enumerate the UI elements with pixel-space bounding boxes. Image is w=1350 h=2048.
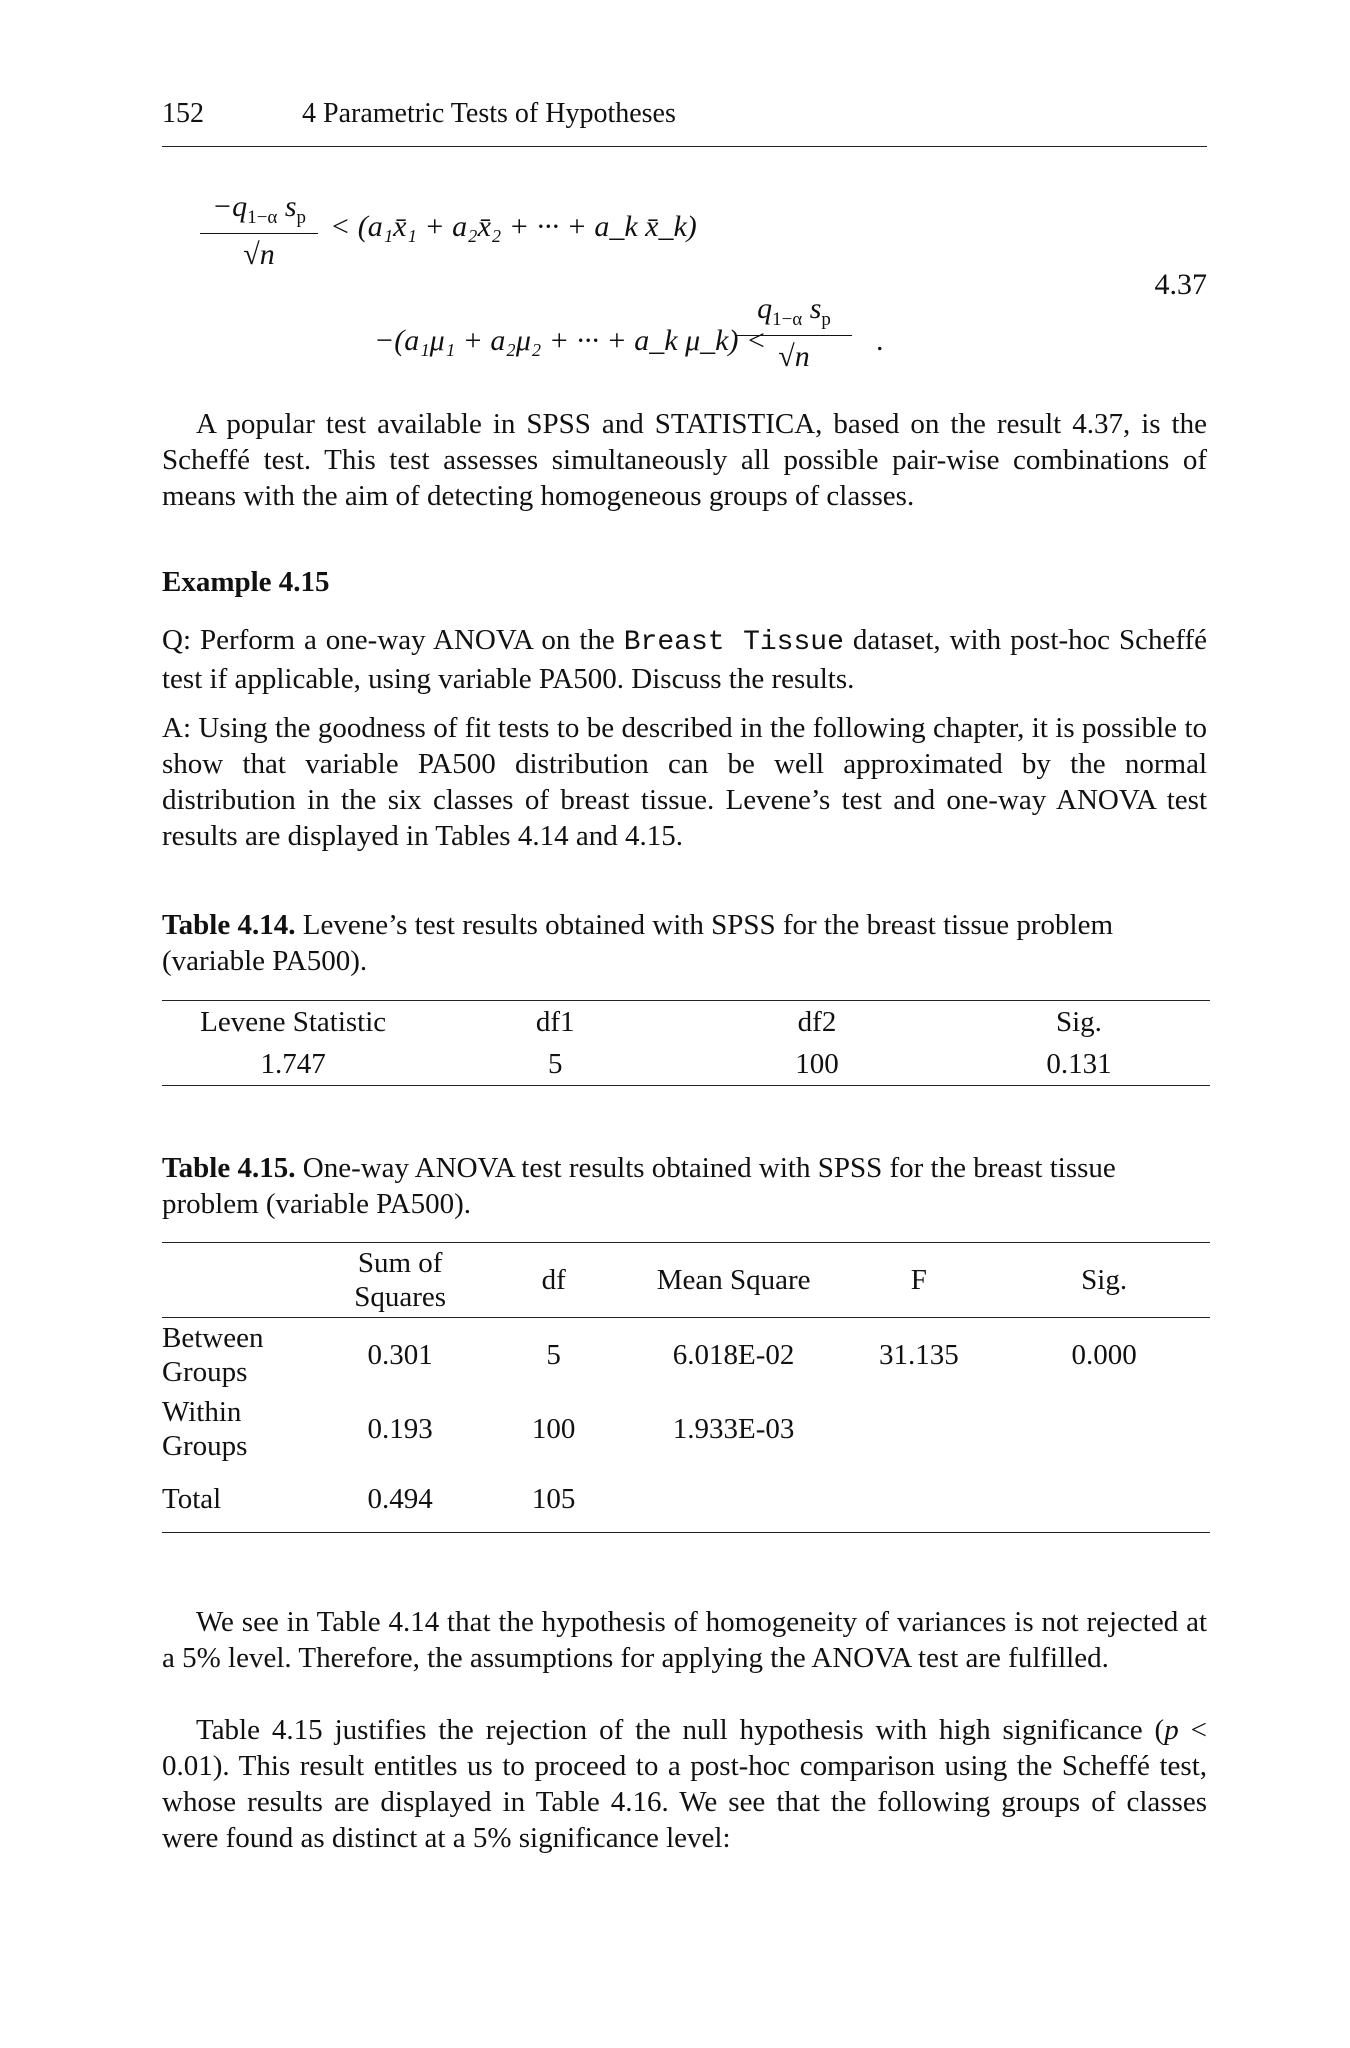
dataset-name: Breast Tissue xyxy=(623,627,844,658)
paragraph-anova-discussion: Table 4.15 justifies the rejection of the null hypothesis with high significance (p < 0.01). This result entitles us to proceed to a post-hoc comparison using the Scheffé test, whose results are displayed in Table 4.16. We see that the following groups of classes were found as distinct at a 5% significance level: xyxy=(162,1714,1208,1854)
running-header xyxy=(162,98,1207,138)
left-fraction-denominator: √n xyxy=(243,238,275,271)
table-row xyxy=(162,1318,1210,1393)
header-rule xyxy=(162,146,1207,147)
table-cell: 31.135 xyxy=(878,1339,959,1371)
right-fraction-numerator: $q_{1-\alpha}$ $s_p$ xyxy=(757,292,831,330)
table-header-row xyxy=(162,1001,1210,1044)
table-cell: 0.131 xyxy=(1046,1047,1112,1080)
equation-number: 4.37 xyxy=(1154,268,1207,301)
table-cell: 5 xyxy=(547,1047,563,1080)
table-header-cell: Levene Statistic xyxy=(200,1005,387,1038)
left-fraction xyxy=(200,190,318,272)
table-row-label: Between Groups xyxy=(162,1322,264,1388)
table-row xyxy=(162,1466,1210,1533)
fraction-bar xyxy=(736,335,852,336)
example-question: Q: Perform a one-way ANOVA on the Breast Tissue dataset, with post-hoc Scheffé test if applicable, using variable PA500. Discuss the results. xyxy=(162,624,1207,695)
equation-second-line: −(a₁μ₁ + a₂μ₂ + ··· + a_k μ_k) < xyxy=(374,324,767,357)
table-cell xyxy=(628,1466,840,1533)
paragraph-scheffe-intro: A popular test available in SPSS and STATISTICA, based on the result 4.37, is the Scheffé test. This test assesses simultaneously all possible pair-wise combinations of means with the aim of detecting homogeneous groups of classes. xyxy=(162,408,1207,512)
left-fraction-numerator: $-q_{1-\alpha}$ $s_p$ xyxy=(211,190,307,228)
table-header-cell: df1 xyxy=(535,1005,575,1038)
table-cell: 5 xyxy=(546,1339,561,1371)
equation-4-37 xyxy=(162,180,1207,380)
table-cell: 0.494 xyxy=(367,1483,433,1515)
fraction-bar xyxy=(200,233,318,234)
chapter-title: 4 Parametric Tests of Hypotheses xyxy=(302,98,676,129)
paragraph-levene-discussion: We see in Table 4.14 that the hypothesis of homogeneity of variances is not rejected at a 5% level. Therefore, the assumptions for applying the ANOVA test are fulfilled. xyxy=(162,1606,1207,1674)
table-header-cell: df xyxy=(480,1243,628,1318)
table-4-14-caption: Table 4.14. Levene’s test results obtained with SPSS for the breast tissue problem (variable PA500). xyxy=(162,909,1114,977)
table-4-15 xyxy=(162,1242,1210,1533)
table-header-cell: Sum of Squares xyxy=(321,1243,480,1318)
table-4-15-caption: Table 4.15. One-way ANOVA test results obtained with SPSS for the breast tissue problem (variable PA500). xyxy=(162,1152,1116,1220)
example-answer: A: Using the goodness of fit tests to be described in the following chapter, it is possible to show that variable PA500 distribution can be well approximated by the normal distribution in the six classes of breast tissue. Levene’s test and one-way ANOVA test results are displayed in Tables 4.14 and 4.15. xyxy=(162,712,1207,852)
right-fraction-denominator: √n xyxy=(778,340,810,373)
equation-period: . xyxy=(876,324,884,357)
table-header-cell: df2 xyxy=(797,1005,837,1038)
table-row-label: Total xyxy=(162,1483,222,1515)
table-cell: 6.018E-02 xyxy=(672,1339,795,1371)
table-cell: 100 xyxy=(795,1047,839,1080)
table-header-cell: Sig. xyxy=(1055,1005,1102,1038)
table-cell: 100 xyxy=(531,1413,576,1445)
table-header-cell: Sig. xyxy=(998,1243,1210,1318)
table-cell: 1.933E-03 xyxy=(672,1413,795,1445)
table-cell: 0.000 xyxy=(1071,1339,1137,1371)
table-header-row xyxy=(162,1243,1210,1318)
table-4-14 xyxy=(162,1000,1210,1086)
table-header-cell: F xyxy=(839,1243,998,1318)
table-cell: 1.747 xyxy=(260,1047,326,1080)
table-row xyxy=(162,1392,1210,1466)
table-cell xyxy=(839,1466,998,1533)
page xyxy=(162,0,1207,2048)
table-header-cell xyxy=(162,1243,321,1318)
table-cell xyxy=(839,1392,998,1466)
table-row-label: Within Groups xyxy=(162,1396,248,1462)
example-title: Example 4.15 xyxy=(162,566,330,598)
page-number: 152 xyxy=(162,98,204,129)
table-cell: 0.193 xyxy=(367,1413,433,1445)
equation-first-line: < (a₁x̄₁ + a₂x̄₂ + ··· + a_k x̄_k) xyxy=(330,210,697,243)
right-fraction xyxy=(736,292,852,374)
table-cell: 0.301 xyxy=(367,1339,433,1371)
table-header-cell: Mean Square xyxy=(628,1243,840,1318)
table-cell xyxy=(998,1392,1210,1466)
table-row xyxy=(162,1043,1210,1086)
table-cell: 105 xyxy=(531,1483,576,1515)
table-cell xyxy=(998,1466,1210,1533)
